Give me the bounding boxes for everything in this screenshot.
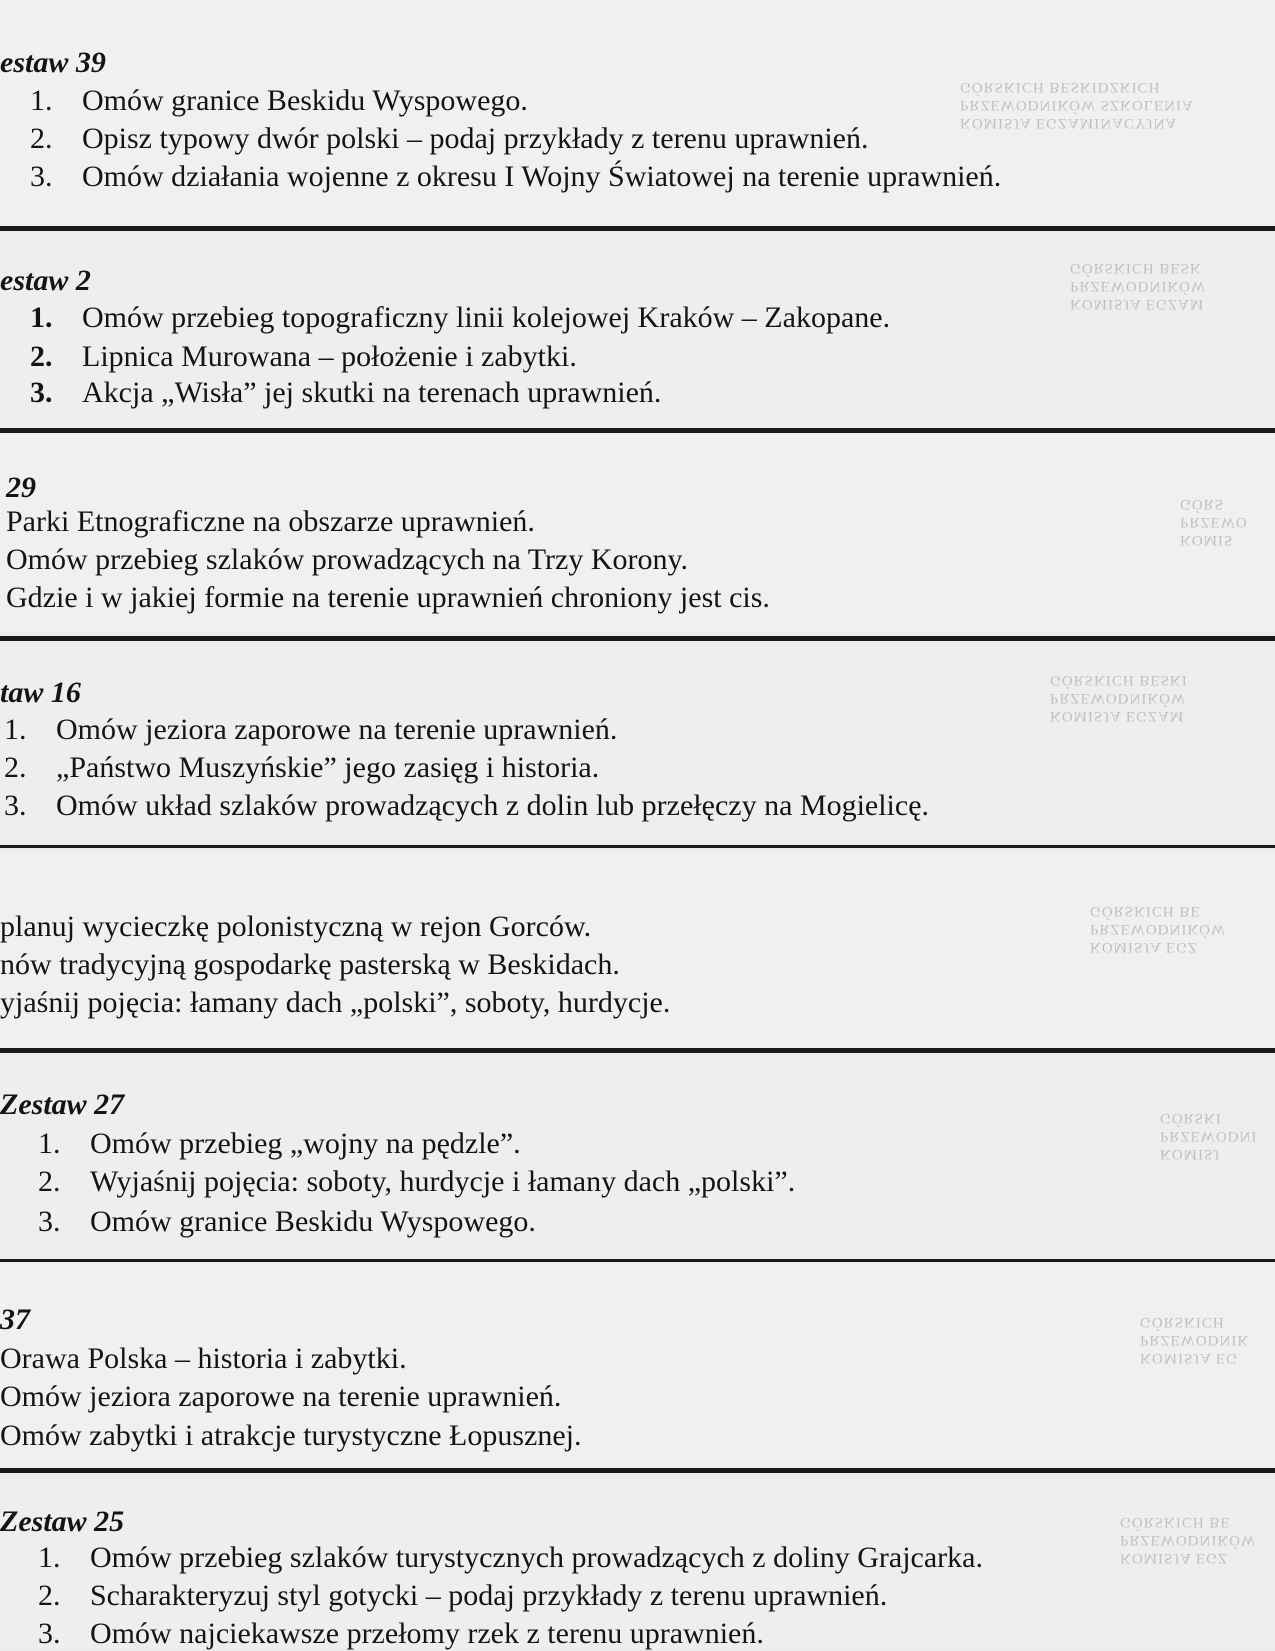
set-title: Zestaw 25 xyxy=(0,1505,125,1538)
question xyxy=(30,340,577,374)
question-number: 3. xyxy=(38,1617,61,1650)
question-number: 3. xyxy=(38,1205,61,1238)
faded-stamp: KOMISJA EGZAMINACYJNA PRZEWODNIKÓW SZKOLENIA GÓRSKICH BESKIDZKICH xyxy=(960,79,1194,131)
question-text: nów tradycyjną gospodarkę pasterską w Beskidach. xyxy=(0,948,620,981)
faded-stamp: KOMISJA EGZ PRZEWODNIKÓW GÓRSKICH BE xyxy=(1120,1514,1257,1566)
question-text: Omów najciekawsze przełomy rzek z terenu uprawnień. xyxy=(90,1617,764,1650)
question-number: 3. xyxy=(4,789,27,822)
question xyxy=(6,543,688,577)
question xyxy=(30,84,528,118)
question xyxy=(38,1205,536,1239)
question-text: yjaśnij pojęcia: łamany dach „polski”, soboty, hurdycje. xyxy=(0,986,671,1019)
question xyxy=(0,1419,581,1453)
question-number: 2. xyxy=(38,1165,61,1198)
exam-set-strip xyxy=(0,850,1275,1048)
question-number: 2. xyxy=(30,122,53,155)
question-text: Parki Etnograficzne na obszarze uprawnień. xyxy=(6,505,535,538)
question-number: 1. xyxy=(38,1127,61,1160)
question xyxy=(0,1342,407,1376)
question xyxy=(4,713,617,747)
exam-set-strip xyxy=(0,231,1275,431)
question xyxy=(38,1579,887,1613)
question xyxy=(38,1165,795,1199)
question-text: Gdzie i w jakiej formie na terenie uprawnień chroniony jest cis. xyxy=(6,581,770,614)
set-title: 29 xyxy=(6,471,36,504)
question-number: 2. xyxy=(4,751,27,784)
separator-line xyxy=(0,845,1275,848)
question xyxy=(30,301,890,335)
question-text: Omów przebieg szlaków turystycznych prowadzących z doliny Grajcarka. xyxy=(90,1541,983,1574)
question xyxy=(38,1617,764,1651)
set-title: Zestaw 27 xyxy=(0,1088,125,1121)
question-text: „Państwo Muszyńskie” jego zasięg i historia. xyxy=(56,751,600,784)
question xyxy=(38,1541,983,1575)
question xyxy=(4,751,599,785)
question-text: Orawa Polska – historia i zabytki. xyxy=(0,1342,407,1375)
question-text: Omów układ szlaków prowadzących z dolin lub przełęczy na Mogielicę. xyxy=(56,789,930,822)
question-text: Omów przebieg topograficzny linii kolejowej Kraków – Zakopane. xyxy=(82,301,891,334)
question-text: Omów przebieg szlaków prowadzących na Trzy Korony. xyxy=(6,543,689,576)
exam-set-strip xyxy=(0,1473,1275,1650)
question-text: Omów zabytki i atrakcje turystyczne Łopusznej. xyxy=(0,1419,582,1452)
question-number: 2. xyxy=(38,1579,61,1612)
separator-line xyxy=(0,1259,1275,1262)
question xyxy=(0,948,620,982)
faded-stamp: KOMISJA EGZAM PRZEWODNIKÓW GÓRSKICH BESK xyxy=(1070,260,1207,312)
faded-stamp: KOMISJA EGZAM PRZEWODNIKÓW GÓRSKICH BESKI xyxy=(1050,672,1188,724)
question-text: Omów jeziora zaporowe na terenie uprawnień. xyxy=(56,713,618,746)
question xyxy=(4,789,929,823)
question-number: 1. xyxy=(30,84,53,117)
question-text: Wyjaśnij pojęcia: soboty, hurdycje i łamany dach „polski”. xyxy=(90,1165,796,1198)
question xyxy=(0,1380,561,1414)
question-text: Akcja „Wisła” jej skutki na terenach uprawnień. xyxy=(82,376,662,409)
question xyxy=(30,160,1001,194)
question xyxy=(38,1127,521,1161)
exam-set-strip xyxy=(0,641,1275,841)
question-number: 1. xyxy=(4,713,27,746)
set-title: estaw 39 xyxy=(0,46,106,79)
question-number: 1. xyxy=(30,301,53,334)
question-text: Omów przebieg „wojny na pędzle”. xyxy=(90,1127,521,1160)
exam-set-strip xyxy=(0,1053,1275,1259)
question-text: planuj wycieczkę polonistyczną w rejon Gorców. xyxy=(0,910,592,943)
question xyxy=(30,122,869,156)
question-number: 2. xyxy=(30,340,53,373)
faded-stamp: KOMISJA EGZ PRZEWODNIKÓW GÓRSKICH BE xyxy=(1090,903,1227,955)
question xyxy=(0,986,670,1020)
set-title: taw 16 xyxy=(0,676,81,709)
question-text: Omów granice Beskidu Wyspowego. xyxy=(90,1205,536,1238)
question-text: Opisz typowy dwór polski – podaj przykłady z terenu uprawnień. xyxy=(82,122,869,155)
faded-stamp: KOMISJA EG PRZEWODNIK GÓRSKICH xyxy=(1140,1314,1250,1366)
faded-stamp: KOMIS PRZEWO GÓRS xyxy=(1180,496,1248,548)
question-text: Omów granice Beskidu Wyspowego. xyxy=(82,84,528,117)
question-text: Scharakteryzuj styl gotycki – podaj przykłady z terenu uprawnień. xyxy=(90,1579,888,1612)
question xyxy=(30,376,661,410)
set-title: estaw 2 xyxy=(0,264,91,297)
faded-stamp: KOMISJ PRZEWODNI GÓRSKI xyxy=(1160,1110,1258,1162)
question-number: 1. xyxy=(38,1541,61,1574)
exam-set-strip xyxy=(0,0,1275,228)
question xyxy=(6,581,770,615)
set-title: 37 xyxy=(0,1303,30,1336)
question-text: Lipnica Murowana – położenie i zabytki. xyxy=(82,340,577,373)
question-number: 3. xyxy=(30,376,53,409)
exam-set-strip xyxy=(0,433,1275,633)
exam-set-strip xyxy=(0,1263,1275,1471)
question-text: Omów jeziora zaporowe na terenie uprawnień. xyxy=(0,1380,562,1413)
question-text: Omów działania wojenne z okresu I Wojny Światowej na terenie uprawnień. xyxy=(82,160,1002,193)
question xyxy=(6,505,535,539)
question-number: 3. xyxy=(30,160,53,193)
question xyxy=(0,910,591,944)
